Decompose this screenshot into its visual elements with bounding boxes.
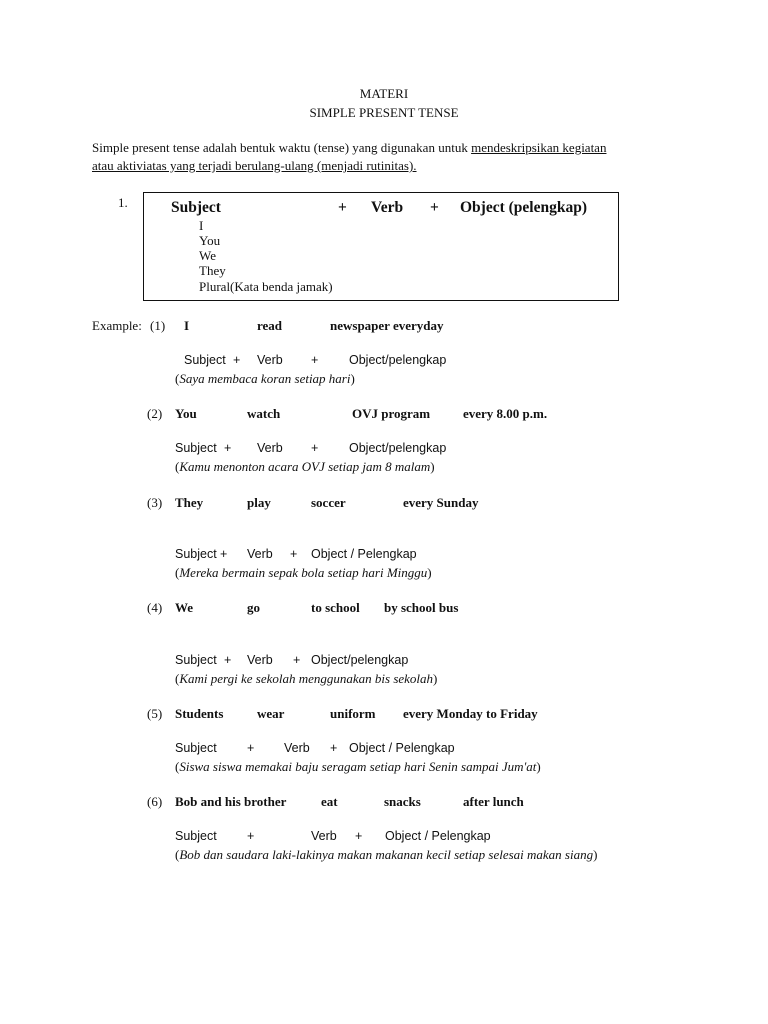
paren-open: ( <box>175 671 180 686</box>
paren-close: ) <box>433 671 438 686</box>
intro-text: Simple present tense adalah bentuk waktu (tense) yang digunakan untuk <box>92 140 472 155</box>
pattern-plus: + <box>355 829 363 843</box>
pattern-plus: + <box>311 441 319 455</box>
page-subtitle: SIMPLE PRESENT TENSE <box>309 105 459 120</box>
example-word: every Monday to Friday <box>403 706 538 721</box>
example-word: watch <box>247 406 281 421</box>
example-word: every 8.00 p.m. <box>463 406 548 421</box>
pattern-verb: Verb <box>284 741 310 755</box>
pattern-verb: Verb <box>247 653 273 667</box>
formula-number: 1. <box>118 195 128 210</box>
example-word: newspaper everyday <box>330 318 444 333</box>
example-label: Example: <box>92 318 142 333</box>
paren-open: ( <box>175 459 180 474</box>
pattern-plus: + <box>220 547 228 561</box>
intro-line-2: atau aktiviatas yang terjadi berulang-ulang (menjadi rutinitas). <box>92 158 417 173</box>
pattern-subject: Subject <box>184 353 226 367</box>
pattern-object: Object / Pelengkap <box>385 829 491 843</box>
formula-subject: Subject <box>171 199 221 216</box>
pattern-object: Object / Pelengkap <box>349 741 455 755</box>
pattern-verb: Verb <box>257 441 283 455</box>
example-word: after lunch <box>463 794 524 809</box>
subject-item: Plural(Kata benda jamak) <box>199 279 333 294</box>
paren-close: ) <box>427 565 432 580</box>
subject-item: They <box>199 263 226 278</box>
pattern-plus: + <box>330 741 338 755</box>
translation-text: Saya membaca koran setiap hari <box>179 371 351 386</box>
pattern-subject: Subject <box>175 829 217 843</box>
pattern-object: Object / Pelengkap <box>311 547 417 561</box>
paren-close: ) <box>593 847 598 862</box>
example-translation <box>175 459 435 474</box>
example-translation <box>175 671 437 686</box>
example-word: You <box>175 406 197 421</box>
paren-close: ) <box>430 459 435 474</box>
example-word: wear <box>257 706 285 721</box>
pattern-plus: + <box>224 441 232 455</box>
example-word: OVJ program <box>352 406 431 421</box>
intro-line-1 <box>92 140 606 155</box>
pattern-plus: + <box>224 653 232 667</box>
example-word: They <box>175 495 204 510</box>
subject-item: We <box>199 248 216 263</box>
pattern-plus: + <box>293 653 301 667</box>
pattern-subject: Subject <box>175 653 217 667</box>
example-number: (1) <box>150 318 166 333</box>
example-number: (2) <box>147 406 163 421</box>
pattern-object: Object/pelengkap <box>349 353 447 367</box>
subject-item: I <box>199 218 204 233</box>
pattern-verb: Verb <box>311 829 337 843</box>
example-word: eat <box>321 794 338 809</box>
formula-verb: Verb <box>371 199 404 216</box>
pattern-subject: Subject <box>175 547 217 561</box>
example-word: We <box>175 600 194 615</box>
example-word: soccer <box>311 495 346 510</box>
paren-close: ) <box>536 759 541 774</box>
pattern-plus: + <box>311 353 319 367</box>
example-number: (5) <box>147 706 163 721</box>
example-word: by school bus <box>384 600 459 615</box>
example-word: snacks <box>384 794 421 809</box>
pattern-plus: + <box>233 353 241 367</box>
example-word: I <box>184 318 190 333</box>
translation-text: Siswa siswa memakai baju seragam setiap hari Senin sampai Jum'at <box>179 759 537 774</box>
example-translation <box>175 847 597 862</box>
formula-plus: + <box>338 199 347 216</box>
pattern-plus: + <box>290 547 298 561</box>
pattern-subject: Subject <box>175 441 217 455</box>
page-title: MATERI <box>359 86 409 101</box>
example-word: read <box>257 318 283 333</box>
pattern-plus: + <box>247 741 255 755</box>
paren-open: ( <box>175 759 180 774</box>
pattern-plus: + <box>247 829 255 843</box>
paren-close: ) <box>350 371 355 386</box>
formula-object: Object (pelengkap) <box>460 199 588 216</box>
translation-text: Kamu menonton acara OVJ setiap jam 8 malam <box>179 459 431 474</box>
example-word: go <box>247 600 260 615</box>
formula-plus: + <box>430 199 439 216</box>
example-word: every Sunday <box>403 495 479 510</box>
example-word: to school <box>311 600 360 615</box>
pattern-verb: Verb <box>247 547 273 561</box>
pattern-subject: Subject <box>175 741 217 755</box>
translation-text: Kami pergi ke sekolah menggunakan bis sekolah <box>179 671 434 686</box>
pattern-object: Object/pelengkap <box>311 653 409 667</box>
example-translation <box>175 565 432 580</box>
example-translation <box>175 371 355 386</box>
example-word: play <box>247 495 271 510</box>
translation-text: Bob dan saudara laki-lakinya makan makanan kecil setiap selesai makan siang <box>179 847 594 862</box>
example-number: (3) <box>147 495 163 510</box>
example-word: Bob and his brother <box>175 794 287 809</box>
example-translation <box>175 759 541 774</box>
pattern-verb: Verb <box>257 353 283 367</box>
translation-text: Mereka bermain sepak bola setiap hari Minggu <box>179 565 428 580</box>
example-word: uniform <box>330 706 376 721</box>
subject-item: You <box>199 233 221 248</box>
paren-open: ( <box>175 847 180 862</box>
paren-open: ( <box>175 371 180 386</box>
intro-underlined-text: mendeskripsikan kegiatan <box>471 140 607 155</box>
pattern-object: Object/pelengkap <box>349 441 447 455</box>
example-number: (6) <box>147 794 163 809</box>
example-number: (4) <box>147 600 163 615</box>
example-word: Students <box>175 706 224 721</box>
paren-open: ( <box>175 565 180 580</box>
